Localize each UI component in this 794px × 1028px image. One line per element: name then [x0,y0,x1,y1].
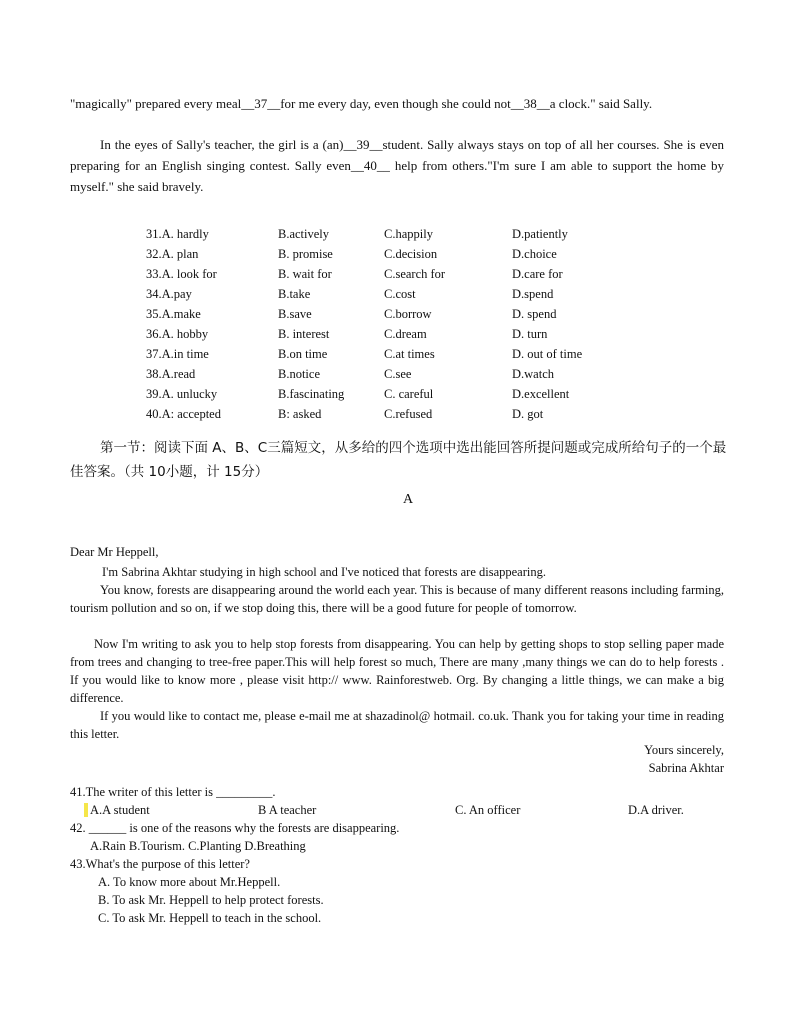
option-c: C.refused [384,407,433,421]
passage-label: A [403,492,414,507]
option-c: C.search for [384,267,446,281]
option-d: D. out of time [512,347,583,361]
q43-option-b: B. To ask Mr. Heppell to help protect forests. [98,893,324,907]
q42-options: A.Rain B.Tourism. C.Planting D.Breathing [90,839,306,853]
option-c: C.see [384,367,412,381]
option-b: B.fascinating [278,387,345,401]
option-b: B.on time [278,347,328,361]
letter-paragraph-2: You know, forests are disappearing around the world each year. This is because of many different reasons including farming, tourism pollution and so on, if we stop doing this, there will be a good future for people of tomorrow. [70,583,724,615]
section-instruction: 第一节：阅读下面 A、B、C三篇短文，从多给的四个选项中选出能回答所提问题或完成所给句子的一个最佳答案。（共 10小题，计 15分） [70,440,727,480]
question-41: 41.The writer of this letter is _________. [70,785,276,799]
option-a: 32.A. plan [146,247,199,261]
option-c: C.at times [384,347,435,361]
option-a: 34.A.pay [146,287,192,301]
question-43: 43.What's the purpose of this letter? [70,857,250,871]
option-a: 38.A.read [146,367,196,381]
option-c: C.dream [384,327,427,341]
option-d: D. got [512,407,544,421]
option-b: B.notice [278,367,321,381]
letter-paragraph-3: Now I'm writing to ask you to help stop forests from disappearing. You can help by getting shops to stop selling paper made from trees and changing to tree-free paper.This will help forest so much, There are many ,many things we can do to help forests . If you would like to know more , please visit http:// www. Rainforestweb. Org. By changing a little things, we can make a big difference. [70,637,724,705]
option-c: C.cost [384,287,416,301]
q41-option-d: D.A driver. [628,803,684,817]
option-c: C.decision [384,247,438,261]
option-a: 39.A. unlucky [146,387,218,401]
option-d: D. spend [512,307,557,321]
q43-option-c: C. To ask Mr. Heppell to teach in the school. [98,911,322,925]
q41-option-c: C. An officer [455,803,521,817]
option-a: 35.A.make [146,307,201,321]
option-b: B.take [278,287,311,301]
highlight-mark [84,803,88,817]
option-a: 40.A: accepted [146,407,221,421]
option-d: D.excellent [512,387,570,401]
option-b: B.actively [278,227,330,241]
option-d: D.patiently [512,227,568,241]
option-d: D.care for [512,267,563,281]
option-c: C.happily [384,227,433,241]
letter-paragraph-4: If you would like to contact me, please e-mail me at shazadinol@ hotmail. co.uk. Thank you for taking your time in reading this letter. [70,709,724,741]
q41-option-a: A.A student [90,803,150,817]
option-d: D.watch [512,367,554,381]
q43-option-a: A. To know more about Mr.Heppell. [98,875,281,889]
option-a: 31.A. hardly [146,227,209,241]
question-42: 42. ______ is one of the reasons why the forests are disappearing. [70,821,400,835]
option-d: D.spend [512,287,554,301]
option-b: B.save [278,307,312,321]
option-c: C. careful [384,387,434,401]
option-a: 37.A.in time [146,347,209,361]
letter-paragraph-1: I'm Sabrina Akhtar studying in high school and I've noticed that forests are disappearing. [102,565,546,579]
letter-closing: Yours sincerely, [644,743,724,757]
letter-greeting: Dear Mr Heppell, [70,545,159,559]
option-a: 33.A. look for [146,267,217,281]
letter-signature: Sabrina Akhtar [648,761,724,775]
passage-paragraph-2: In the eyes of Sally's teacher, the girl is a (an)__39__student. Sally always stays on top of all her courses. She is even preparing for an English singing contest. Sally even__40__ help from others."I'm sure I am able to support the home by myself." she said bravely. [70,137,724,194]
option-b: B: asked [278,407,322,421]
option-d: D. turn [512,327,548,341]
option-b: B. wait for [278,267,332,281]
option-b: B. promise [278,247,333,261]
option-d: D.choice [512,247,557,261]
passage-line-1: "magically" prepared every meal__37__for me every day, even though she could not__38__a clock." said Sally. [70,96,653,111]
option-b: B. interest [278,327,330,341]
option-c: C.borrow [384,307,432,321]
option-a: 36.A. hobby [146,327,209,341]
q41-option-b: B A teacher [258,803,317,817]
